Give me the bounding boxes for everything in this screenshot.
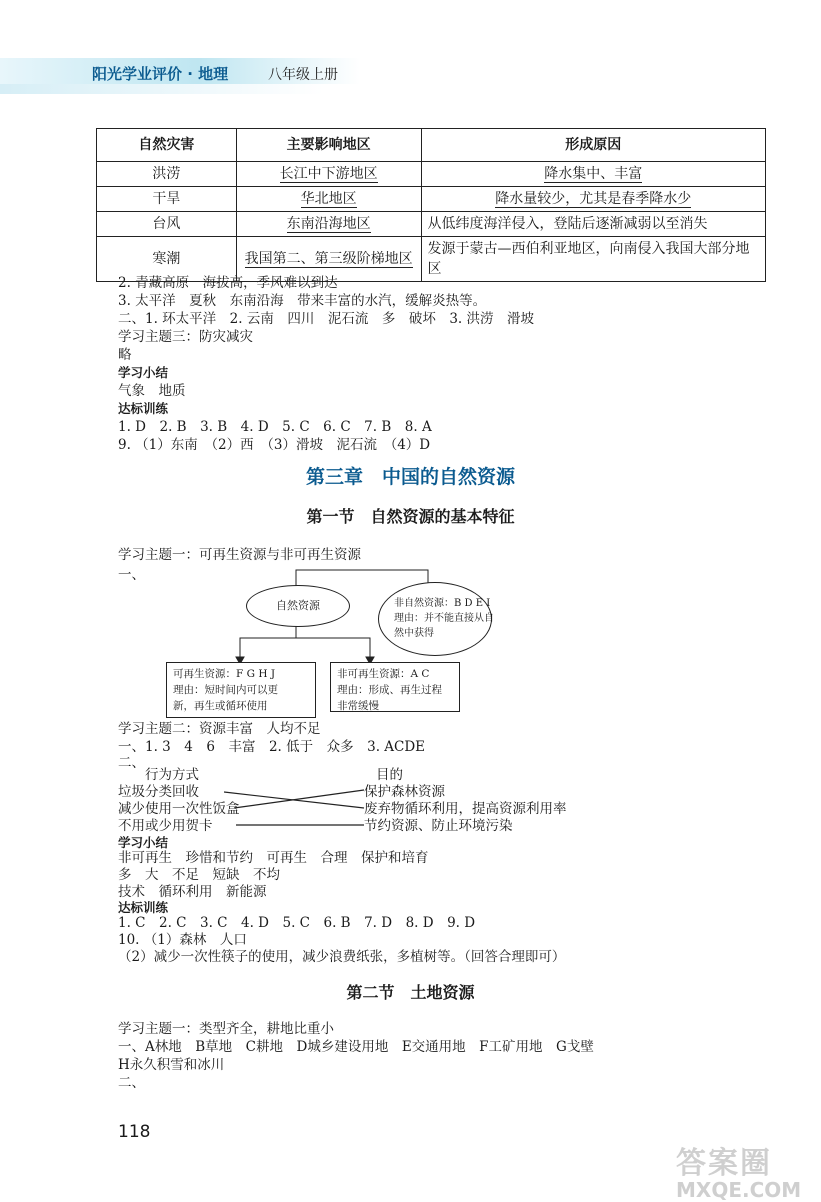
match-right-item: 废弃物循环利用，提高资源利用率 [364,801,567,817]
answer-line: 二、1. 环太平洋 2. 云南 四川 泥石流 多 破坏 3. 洪涝 滑坡 [118,311,535,327]
diagram-text: 理由：短时间内可以更 [173,684,278,696]
section-title: 第二节 土地资源 [346,983,475,1002]
table-cell: 寒潮 [97,237,237,282]
table-header-cell: 自然灾害 [97,129,237,162]
book-title: 阳光学业评价 · 地理 [92,65,229,83]
answer-line: 9. （1）东南 （2）西 （3）滑坡 泥石流 （4）D [118,437,431,453]
watermark-url: MXQE.COM [676,1178,802,1202]
table-cell: 降水量较少，尤其是春季降水少 [495,191,692,207]
diagram-text: 理由：形成、再生过程 [337,684,442,696]
diagram-text: 可再生资源：F G H J [173,668,276,680]
drill-heading: 达标训练 [118,401,169,416]
table-cell: 洪涝 [97,162,237,187]
match-left-item: 不用或少用贺卡 [118,818,213,834]
diagram-text: 非常缓慢 [337,700,379,712]
table-cell: 从低纬度海洋侵入，登陆后逐渐减弱以至消失 [421,212,765,237]
answer-line: 2. 青藏高原 海拔高，季风难以到达 [118,275,338,291]
answer-line: 一、A林地 B草地 C耕地 D城乡建设用地 E交通用地 F工矿用地 G戈壁 [118,1039,594,1055]
match-left-head: 行为方式 [145,767,199,783]
watermark-text: 答案圈 [676,1146,772,1181]
match-left-item: 减少使用一次性饭盒 [118,801,240,817]
drill-heading: 达标训练 [118,900,169,915]
diagram-text: 非可再生资源：A C [337,668,430,680]
page-number: 118 [118,1122,151,1142]
table-cell: 发源于蒙古—西伯利亚地区，向南侵入我国大部分地区 [421,237,765,282]
match-right-item: 保护森林资源 [364,784,445,800]
answer-line: 一、1. 3 4 6 丰富 2. 低于 众多 3. ACDE [118,739,426,755]
chapter-title: 第三章 中国的自然资源 [305,466,515,488]
match-lines [224,780,368,840]
watermark-logo [676,1138,801,1202]
answer-line: 非可再生 珍惜和节约 可再生 合理 保护和培育 [118,850,429,866]
table-cell: 降水集中、丰富 [544,166,643,182]
answer-line: 3. 太平洋 夏秋 东南沿海 带来丰富的水汽，缓解炎热等。 [118,293,487,309]
answer-line: 技术 循环利用 新能源 [118,884,267,900]
answer-line: 10. （1）森林 人口 [118,932,247,948]
table-cell: 我国第二、第三级阶梯地区 [244,251,413,267]
diagram-text: 然中获得 [394,628,434,639]
table-cell: 长江中下游地区 [279,166,378,182]
summary-heading: 学习小结 [118,365,169,380]
table-row [97,162,766,187]
answer-line: 多 大 不足 短缺 不均 [118,867,280,883]
topic-heading: 学习主题一：类型齐全，耕地比重小 [118,1021,334,1037]
table-row [97,187,766,212]
disaster-table [96,128,766,282]
answer-line: 气象 地质 [118,383,186,399]
match-right-item: 节约资源、防止环境污染 [364,818,513,834]
table-cell: 干旱 [97,187,237,212]
answer-line: 二、 [118,755,145,771]
match-right-head: 目的 [376,767,403,783]
topic-heading: 学习主题三：防灾减灾 [118,329,253,345]
diagram-text: 非自然资源：B D E I [394,598,491,609]
table-cell: 华北地区 [300,191,357,207]
renewable-box [166,662,316,718]
answer-line: 略 [118,347,132,363]
summary-heading: 学习小结 [118,835,169,850]
answer-line: 二、 [118,1075,145,1091]
answer-line: 1. C 2. C 3. C 4. D 5. C 6. B 7. D 8. D 9. D [118,915,476,931]
header-wave [0,84,360,94]
nonrenewable-box [330,662,460,712]
diagram-text: 理由：并不能直接从自 [394,613,494,624]
table-header-cell: 主要影响地区 [236,129,421,162]
grade-label: 八年级上册 [268,67,338,83]
table-header-cell: 形成原因 [421,129,765,162]
topic-heading: 学习主题一：可再生资源与非可再生资源 [118,547,361,563]
table-cell: 东南沿海地区 [286,216,371,232]
topic-heading: 学习主题二：资源丰富 人均不足 [118,721,321,737]
match-left-item: 垃圾分类回收 [118,784,199,800]
answer-line: 一、 [118,567,145,583]
section-title: 第一节 自然资源的基本特征 [306,507,515,526]
answer-line: H永久积雪和冰川 [118,1057,225,1073]
table-header-row [97,129,766,162]
answer-line: （2）减少一次性筷子的使用，减少浪费纸张，多植树等。（回答合理即可） [118,949,566,965]
diagram-text: 新，再生或循环使用 [173,700,268,712]
diagram-root-label: 自然资源 [276,599,320,612]
table-row [97,212,766,237]
table-cell: 台风 [97,212,237,237]
answer-line: 1. D 2. B 3. B 4. D 5. C 6. C 7. B 8. A [118,419,432,435]
